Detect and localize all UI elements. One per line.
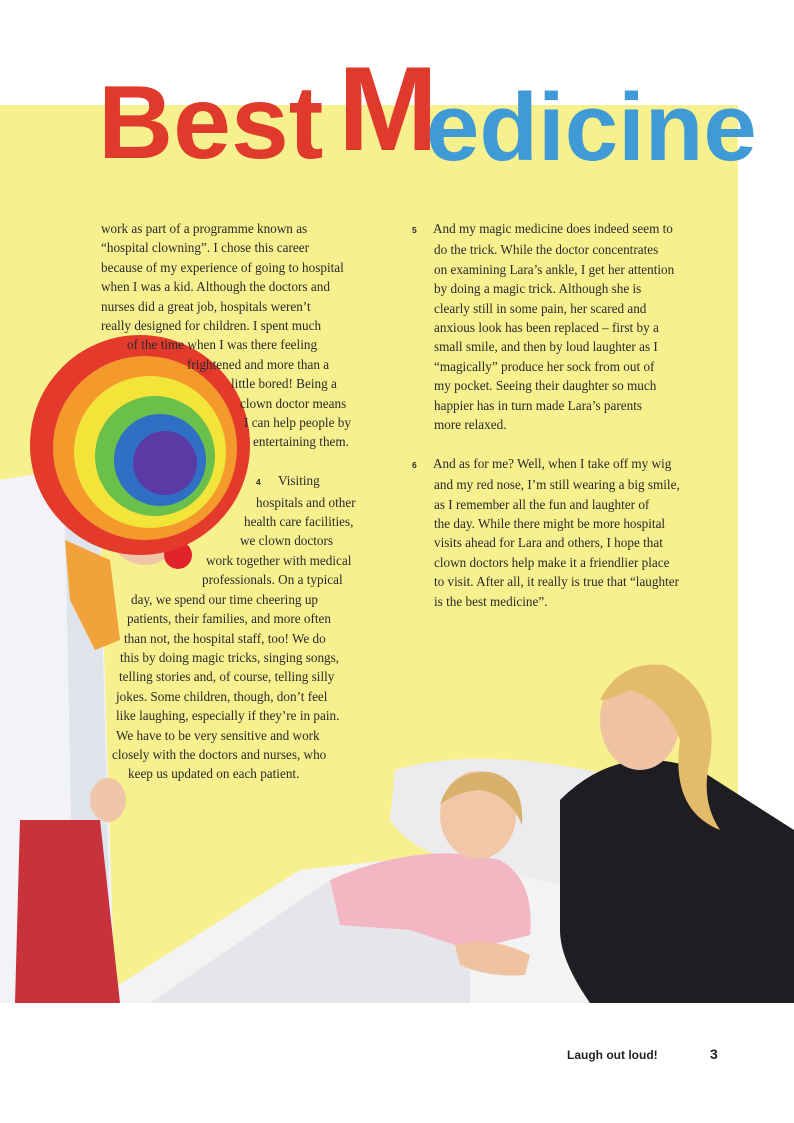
title-lettering xyxy=(98,40,758,181)
text-line: to visit. After all, it really is true that “laughter xyxy=(434,574,679,590)
page-number: 3 xyxy=(710,1046,718,1062)
text-line: than not, the hospital staff, too! We do xyxy=(124,630,326,646)
paragraph-number: 4 xyxy=(256,477,261,488)
text-line: work as part of a programme known as xyxy=(101,221,308,236)
mother-body xyxy=(560,760,794,1003)
right-column xyxy=(412,219,742,611)
text-line: on examining Lara’s ankle, I get her attention xyxy=(434,261,675,277)
text-line: patients, their families, and more often xyxy=(127,611,331,627)
text-line: nurses did a great job, hospitals weren’t xyxy=(101,298,311,314)
text-line: visits ahead for Lara and others, I hope that xyxy=(434,535,663,551)
text-line: Visiting xyxy=(278,473,320,489)
clown-hand xyxy=(90,778,126,822)
left-column xyxy=(0,219,400,784)
text-line: and my red nose, I’m still wearing a big smile, xyxy=(434,477,680,493)
text-line: work together with medical xyxy=(206,552,352,568)
text-line: “hospital clowning”. I chose this career xyxy=(101,240,309,256)
text-line: closely with the doctors and nurses, who xyxy=(112,746,327,762)
text-line: clown doctors help make it a friendlier place xyxy=(434,554,670,570)
text-line: like laughing, especially if they’re in pain. xyxy=(116,708,340,724)
text-line: when I was a kid. Although the doctors and xyxy=(101,279,330,295)
text-line: do the trick. While the doctor concentrates xyxy=(434,242,659,258)
text-line: clown doctor means xyxy=(240,395,347,411)
text-line: by doing a magic trick. Although she is xyxy=(434,281,642,297)
text-line: telling stories and, of course, telling silly xyxy=(119,669,335,685)
text-line: frightened and more than a xyxy=(187,356,330,372)
text-line: I can help people by xyxy=(244,415,351,431)
text-line: professionals. On a typical xyxy=(202,572,343,588)
text-line: entertaining them. xyxy=(253,434,349,450)
text-line: little bored! Being a xyxy=(231,376,337,392)
text-line: And my magic medicine does indeed seem to xyxy=(433,221,673,236)
text-line: because of my experience of going to hospital xyxy=(101,259,344,275)
text-line: as I remember all the fun and laughter of xyxy=(434,496,650,512)
text-line: We have to be very sensitive and work xyxy=(116,727,320,743)
text-line: jokes. Some children, though, don’t feel xyxy=(116,688,328,704)
text-line: keep us updated on each patient. xyxy=(128,766,300,782)
text-line: “magically” produce her sock from out of xyxy=(434,358,655,374)
text-line: And as for me? Well, when I take off my wig xyxy=(433,455,672,471)
text-line: is the best medicine”. xyxy=(434,593,548,609)
text-line: day, we spend our time cheering up xyxy=(131,591,319,607)
article-title xyxy=(98,40,758,181)
text-line: my pocket. Seeing their daughter so much xyxy=(434,378,657,394)
text-line: health care facilities, xyxy=(244,514,354,530)
text-line: of the time when I was there feeling xyxy=(127,337,318,353)
footer-unit-title: Laugh out loud! xyxy=(567,1048,658,1062)
paragraph-number: 6 xyxy=(412,459,417,470)
title-word-edicine: edicine xyxy=(426,74,757,181)
text-line: we clown doctors xyxy=(240,533,334,549)
paragraph-number: 5 xyxy=(412,225,417,235)
text-line: really designed for children. I spent much xyxy=(101,318,322,334)
text-line: this by doing magic tricks, singing songs, xyxy=(120,649,340,665)
text-line: anxious look has been replaced – first by a xyxy=(434,320,659,336)
text-line: happier has in turn made Lara’s parents xyxy=(434,397,642,413)
text-line: clearly still in some pain, her scared and xyxy=(434,300,647,316)
text-line: hospitals and other xyxy=(256,494,356,510)
text-line: small smile, and then by loud laughter as I xyxy=(434,339,658,355)
text-line: more relaxed. xyxy=(434,417,507,433)
title-letter-m: M xyxy=(338,42,438,176)
title-word-best: Best xyxy=(98,65,324,181)
text-line: the day. While there might be more hospital xyxy=(434,516,666,532)
